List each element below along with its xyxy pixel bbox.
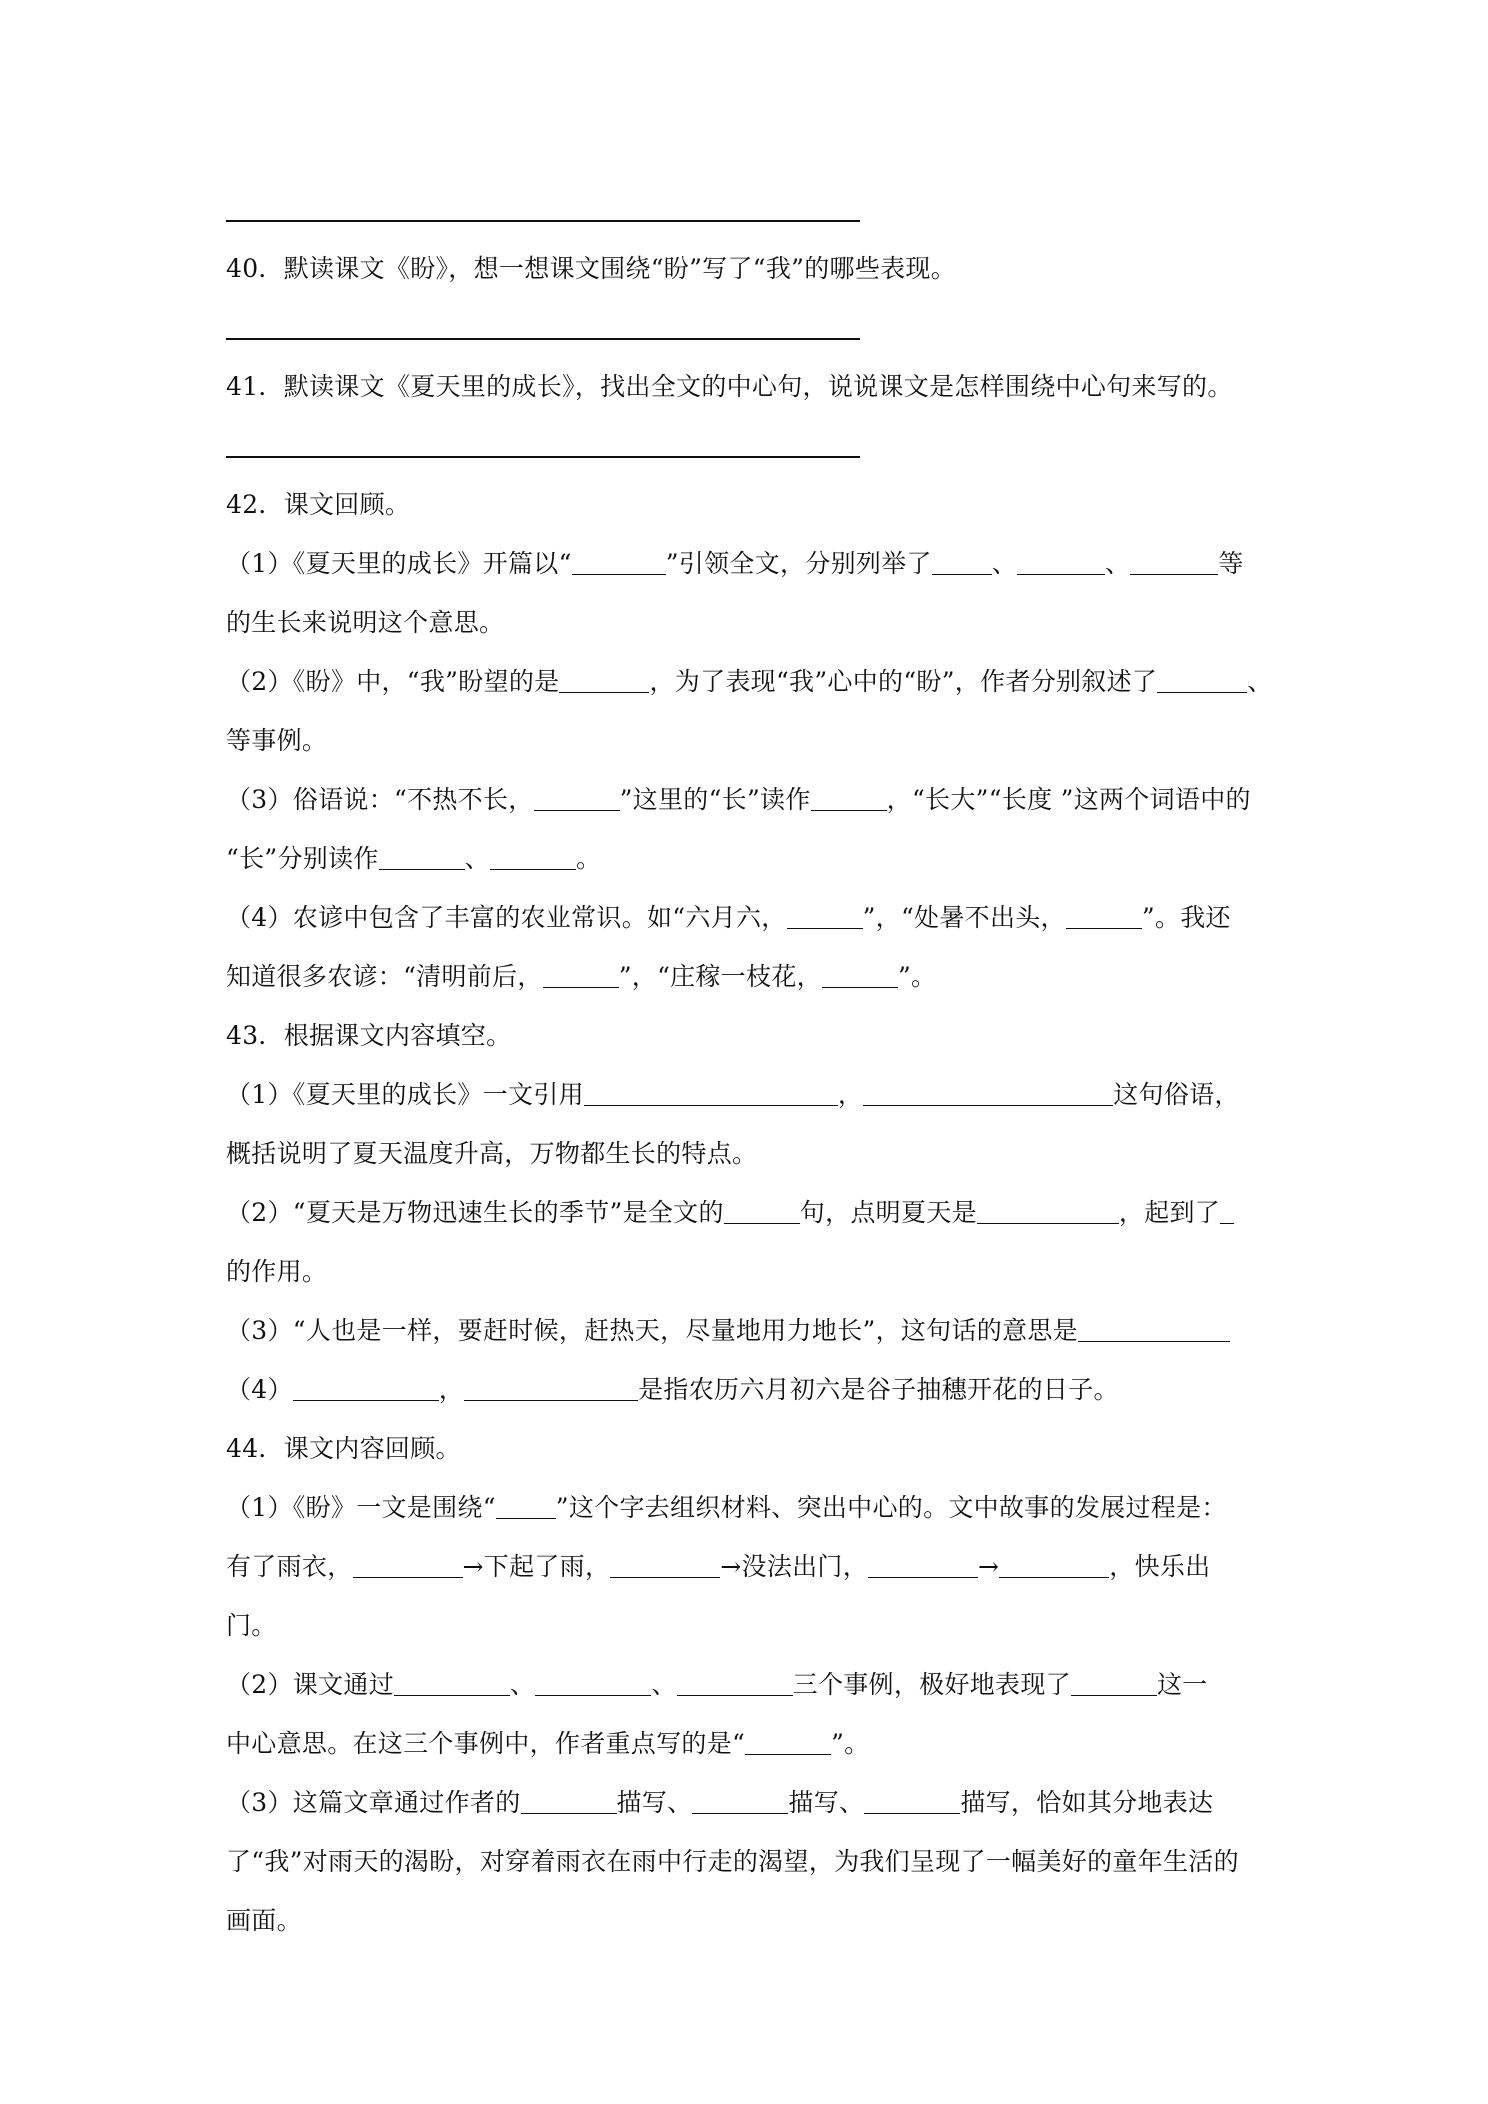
question-43-3: （3）“人也是一样，要赶时候，赶热天，尽量地用力地长”，这句话的意思是: [226, 1311, 1266, 1351]
fill-blank[interactable]: [868, 1553, 978, 1578]
fill-blank[interactable]: [521, 1789, 617, 1814]
question-42-1: （1）《夏天里的成长》开篇以“ ”引领全文，分别列举了 、 、 等: [226, 549, 1244, 578]
fill-blank[interactable]: [1078, 1317, 1230, 1342]
question-44-2: （2）课文通过 、 、 三个事例，极好地表现了 这一: [226, 1670, 1208, 1699]
fill-blank[interactable]: [863, 1081, 1113, 1106]
question-41: 41．默读课文《夏天里的成长》，找出全文的中心句，说说课文是怎样围绕中心句来写的。: [226, 372, 1233, 401]
fill-blank[interactable]: [394, 1671, 510, 1696]
fill-blank[interactable]: [1017, 550, 1105, 575]
question-44-3-cont: 了“我”对雨天的渴盼，对穿着雨衣在雨中行走的渴望，为我们呈现了一幅美好的童年生活的: [226, 1847, 1239, 1876]
question-44-1: （1）《盼》一文是围绕“ ”这个字去组织材料、突出中心的。文中故事的发展过程是：: [226, 1493, 1227, 1522]
fill-blank[interactable]: [677, 1671, 793, 1696]
question-43-4: （4） ， 是指农历六月初六是谷子抽穗开花的日子。: [226, 1375, 1119, 1404]
fill-blank[interactable]: [1130, 550, 1218, 575]
answer-line: [226, 456, 860, 458]
fill-blank[interactable]: [745, 1730, 831, 1755]
fill-blank[interactable]: [822, 963, 898, 988]
question-42-4: （4）农谚中包含了丰富的农业常识。如“六月六， ”，“处暑不出头， ”。我还: [226, 903, 1231, 932]
fill-blank[interactable]: [1157, 668, 1247, 693]
question-43-1: （1）《夏天里的成长》一文引用 ， 这句俗语，: [226, 1080, 1240, 1109]
fill-blank[interactable]: [787, 904, 863, 929]
question-43-1-cont: 概括说明了夏天温度升高，万物都生长的特点。: [226, 1139, 758, 1168]
fill-blank[interactable]: [724, 1199, 800, 1224]
question-42-2: （2）《盼》中，“我”盼望的是 ，为了表现“我”心中的“盼”，作者分别叙述了 、: [226, 667, 1273, 696]
fill-blank[interactable]: [610, 1553, 720, 1578]
question-44-3: （3）这篇文章通过作者的 描写、 描写、 描写，恰如其分地表达: [226, 1788, 1214, 1817]
question-43-2-cont: 的作用。: [226, 1257, 328, 1286]
question-42-4-cont: 知道很多农谚：“清明前后， ”，“庄稼一枝花， ”。: [226, 962, 937, 991]
answer-line: [226, 338, 860, 340]
fill-blank[interactable]: [584, 1081, 838, 1106]
question-44-3-cont2: 画面。: [226, 1906, 302, 1935]
answer-line: [226, 220, 860, 222]
fill-blank[interactable]: [534, 786, 620, 811]
fill-blank[interactable]: [464, 1376, 638, 1401]
fill-blank[interactable]: [572, 550, 666, 575]
question-42-3: （3）俗语说：“不热不长， ”这里的“长”读作 ，“长大”“长度 ”这两个词语中的: [226, 785, 1251, 814]
fill-blank[interactable]: [496, 1494, 556, 1519]
question-44-title: 44．课文内容回顾。: [226, 1434, 461, 1463]
question-43-2: （2）“夏天是万物迅速生长的季节”是全文的 句，点明夏天是 ，起到了: [226, 1193, 1266, 1233]
question-40: 40．默读课文《盼》，想一想课文围绕“盼”写了“我”的哪些表现。: [226, 254, 957, 283]
question-44-1-cont: 有了雨衣， →下起了雨， →没法出门， → ，快乐出: [226, 1552, 1211, 1581]
fill-blank[interactable]: [1066, 904, 1142, 929]
fill-blank[interactable]: [1071, 1671, 1157, 1696]
question-43-title: 43．根据课文内容填空。: [226, 1021, 512, 1050]
fill-blank[interactable]: [543, 963, 619, 988]
fill-blank[interactable]: [559, 668, 649, 693]
question-44-2-cont: 中心意思。在这三个事例中，作者重点写的是“ ”。: [226, 1729, 870, 1758]
question-42-1-cont: 的生长来说明这个意思。: [226, 608, 505, 637]
fill-blank[interactable]: [811, 786, 887, 811]
fill-blank[interactable]: [864, 1789, 960, 1814]
question-42-3-cont: “长”分别读作 、 。: [226, 844, 602, 873]
question-42-2-cont: 等事例。: [226, 726, 328, 755]
fill-blank[interactable]: [379, 845, 465, 870]
fill-blank[interactable]: [692, 1789, 788, 1814]
fill-blank[interactable]: [1220, 1199, 1234, 1224]
fill-blank[interactable]: [293, 1376, 439, 1401]
fill-blank[interactable]: [977, 1199, 1119, 1224]
fill-blank[interactable]: [353, 1553, 463, 1578]
question-42-title: 42．课文回顾。: [226, 490, 411, 519]
fill-blank[interactable]: [535, 1671, 651, 1696]
fill-blank[interactable]: [490, 845, 576, 870]
fill-blank[interactable]: [932, 550, 992, 575]
fill-blank[interactable]: [999, 1553, 1109, 1578]
question-44-1-cont2: 门。: [226, 1611, 277, 1640]
